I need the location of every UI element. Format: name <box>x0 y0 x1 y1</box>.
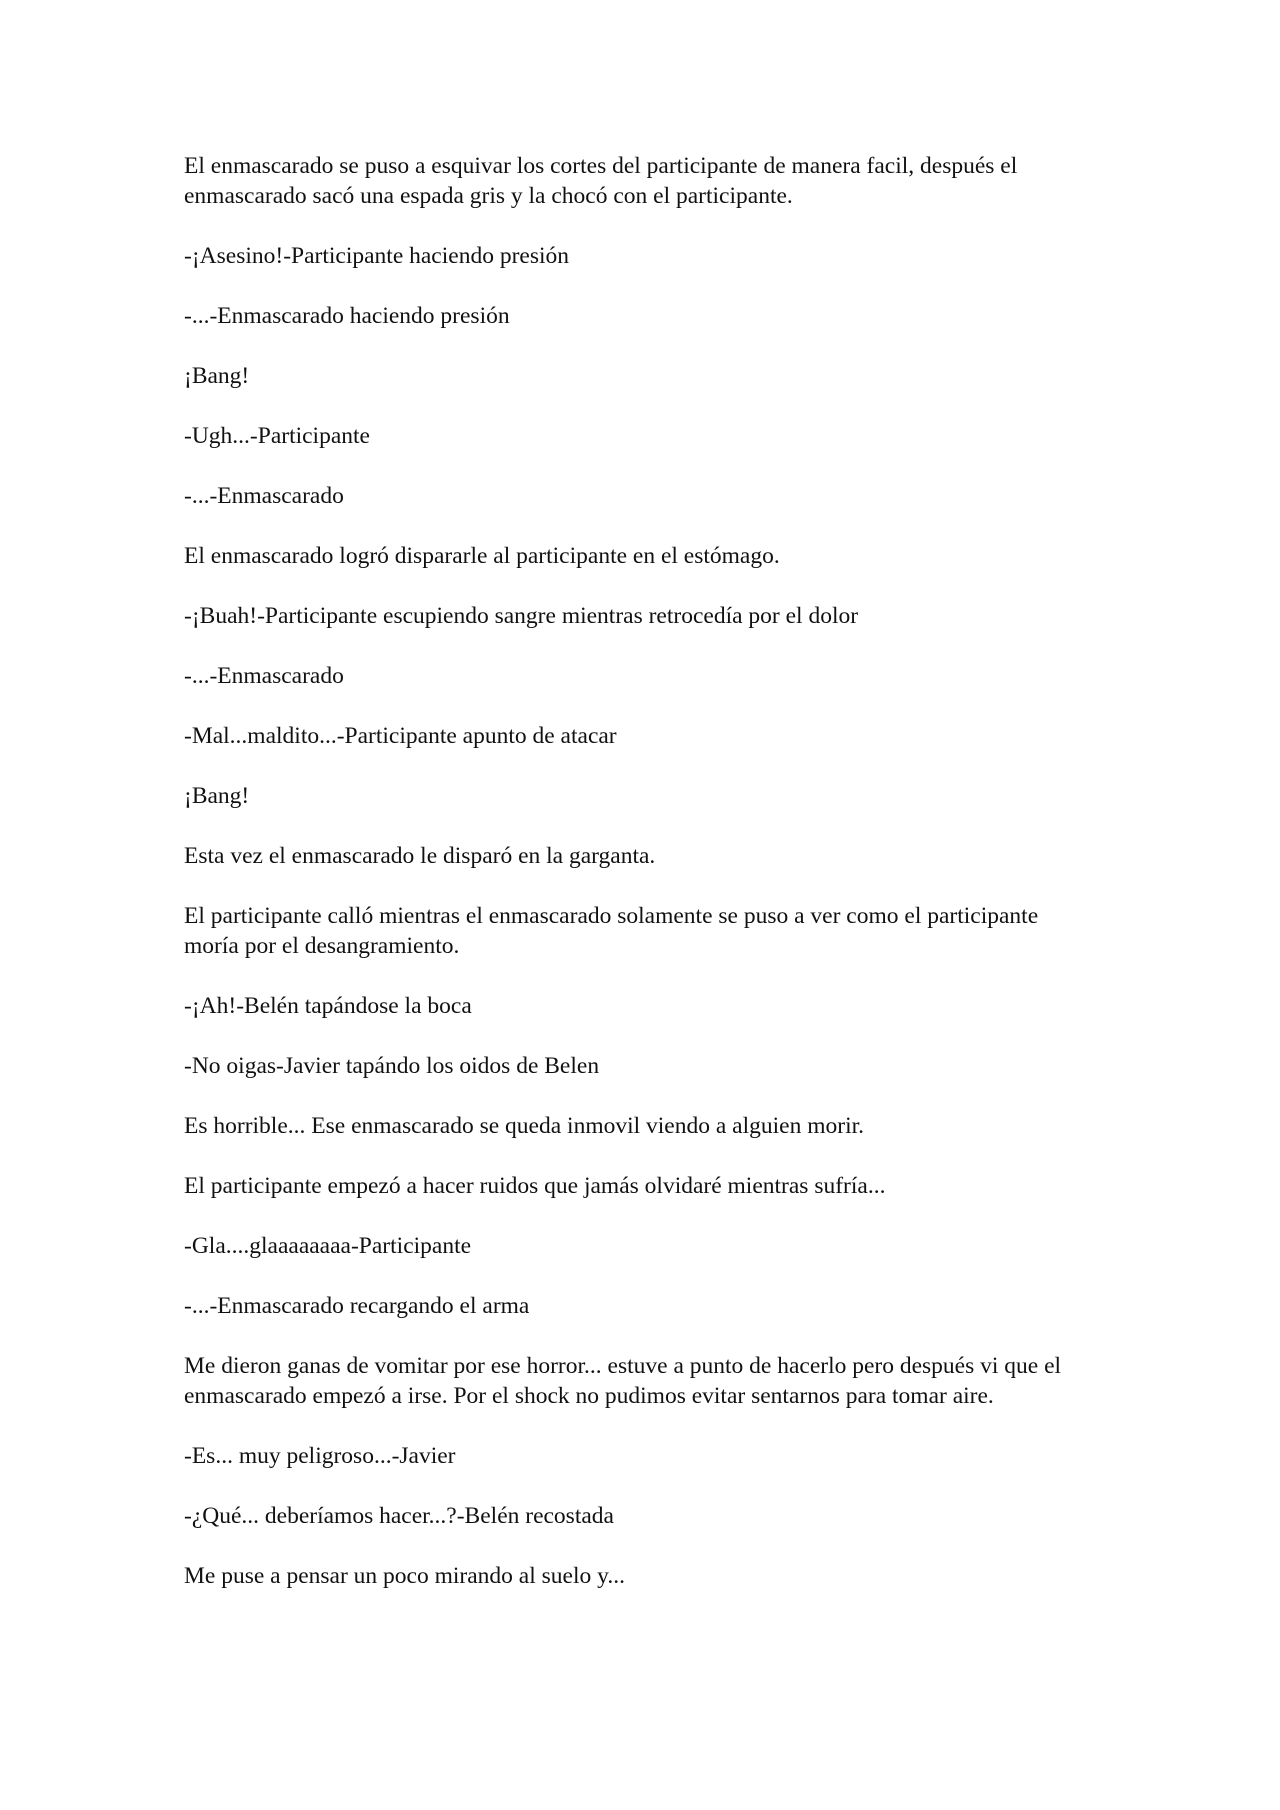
paragraph: Me dieron ganas de vomitar por ese horror... estuve a punto de hacerlo pero después vi que el enmascarado empezó a irse. Por el shock no pudimos evitar sentarnos para tomar aire. <box>184 1353 1062 1409</box>
paragraph: Esta vez el enmascarado le disparó en la garganta. <box>184 843 656 869</box>
paragraph: -Es... muy peligroso...-Javier <box>184 1443 456 1469</box>
document-page <box>184 151 1096 1621</box>
paragraph: -Mal...maldito...-Participante apunto de atacar <box>184 723 617 749</box>
paragraph: -...-Enmascarado <box>184 483 344 509</box>
paragraph: -No oigas-Javier tapándo los oidos de Belen <box>184 1053 600 1079</box>
paragraph: ¡Bang! <box>184 363 250 389</box>
paragraph: -¡Asesino!-Participante haciendo presión <box>184 243 570 269</box>
paragraph: -...-Enmascarado recargando el arma <box>184 1293 530 1319</box>
paragraph: Es horrible... Ese enmascarado se queda inmovil viendo a alguien morir. <box>184 1113 864 1139</box>
paragraph: El participante calló mientras el enmascarado solamente se puso a ver como el participante moría por el desangramiento. <box>184 903 1039 959</box>
paragraph: -¡Buah!-Participante escupiendo sangre mientras retrocedía por el dolor <box>184 603 859 629</box>
paragraph: -¿Qué... deberíamos hacer...?-Belén recostada <box>184 1503 614 1529</box>
paragraph: El enmascarado se puso a esquivar los cortes del participante de manera facil, después el enmascarado sacó una espada gris y la chocó con el participante. <box>184 153 1018 209</box>
paragraph: ¡Bang! <box>184 783 250 809</box>
paragraph: El participante empezó a hacer ruidos que jamás olvidaré mientras sufría... <box>184 1173 886 1199</box>
paragraph: -...-Enmascarado haciendo presión <box>184 303 510 329</box>
paragraph: -Ugh...-Participante <box>184 423 370 449</box>
paragraph: El enmascarado logró dispararle al participante en el estómago. <box>184 543 780 569</box>
paragraph: -¡Ah!-Belén tapándose la boca <box>184 993 472 1019</box>
paragraph: Me puse a pensar un poco mirando al suelo y... <box>184 1563 625 1589</box>
paragraph: -...-Enmascarado <box>184 663 344 689</box>
paragraph: -Gla....glaaaaaaaa-Participante <box>184 1233 472 1259</box>
